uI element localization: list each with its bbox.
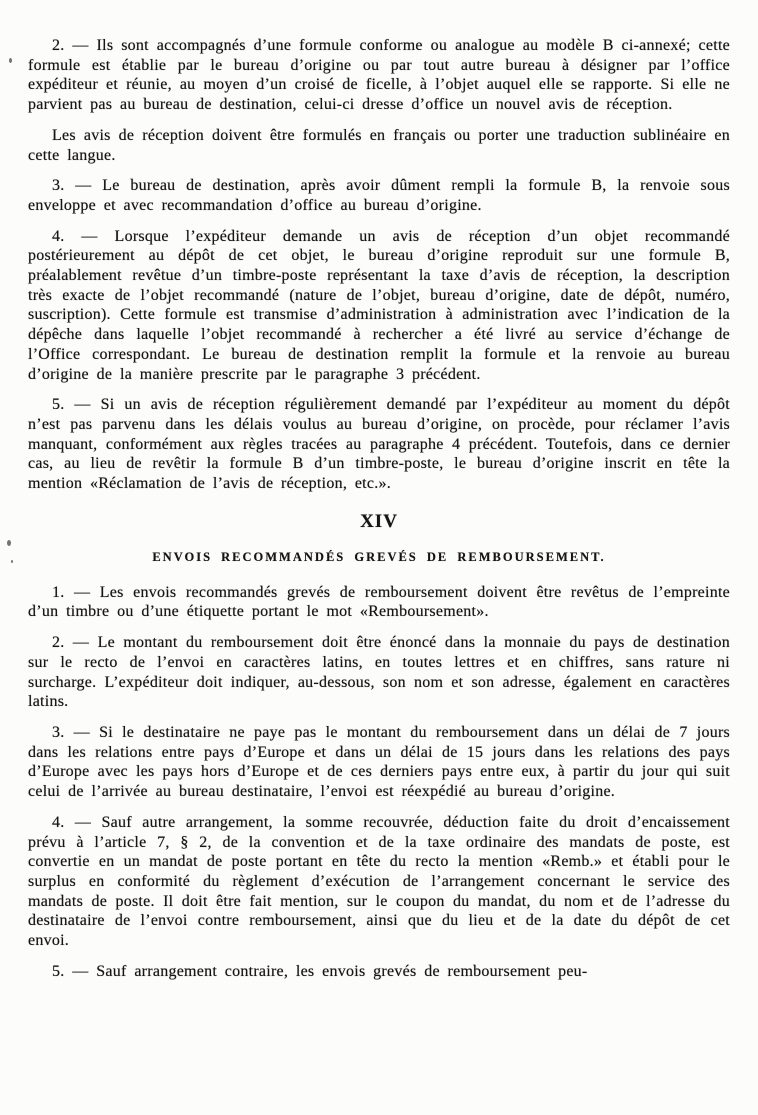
paragraph-remboursement-1: 1. — Les envois recommandés grevés de remboursement doivent être revêtus de l’empreinte d’un timbre ou d’une étiquette portant le mot «Remboursement». bbox=[28, 583, 730, 621]
scan-artifact bbox=[7, 540, 11, 546]
paragraph-remboursement-2: 2. — Le montant du remboursement doit être énoncé dans la monnaie du pays de destination sur le recto de l’envoi en caractères latins, en toutes lettres et en chiffres, sans rature ni surcharge. L’expéditeur doit indiquer, au-dessous, son nom et son adresse, également en caractères latins. bbox=[28, 634, 730, 711]
section-title: ENVOIS RECOMMANDÉS GREVÉS DE REMBOURSEMENT. bbox=[152, 549, 606, 564]
section-number: XIV bbox=[360, 510, 398, 532]
paragraph-remboursement-3: 3. — Si le destinataire ne paye pas le montant du remboursement dans un délai de 7 jours dans les relations entre pays d’Europe et dans un délai de 15 jours dans les relations des pays d’Europe avec les pays hors d’Europe et de ces derniers pays entre eux, à partir du jour qui suit celui de l’arrivée au bureau destinataire, l’envoi est réexpédié au bureau d’origine. bbox=[28, 723, 730, 801]
scan-artifact bbox=[9, 58, 12, 63]
paragraph-avis-5: 5. — Si un avis de réception régulièrement demandé par l’expéditeur au moment du dépôt n’est pas parvenu dans les délais voulus au bureau d’origine, on procède, pour réclamer l’avis manquant, conformément aux règles tracées au paragraphe 4 précédent. Toutefois, dans ce dernier cas, au lieu de revêtir la formule B d’un timbre-poste, le bureau d’origine inscrit en tête la mention «Réclamation de l’avis de réception, etc.». bbox=[28, 396, 730, 493]
text-block bbox=[28, 36, 730, 992]
paragraph-avis-4: 4. — Lorsque l’expéditeur demande un avis de réception d’un objet recommandé postérieurement au dépôt de cet objet, le bureau d’origine reproduit sur une formule B, préalablement revêtue d’un timbre-poste représentant la taxe d’avis de réception, la description très exacte de l’objet recommandé (nature de l’objet, bureau d’origine, date de dépôt, numéro, suscription). Cette formule est transmise d’administration à administration avec l’indication de la dépêche dans laquelle l’objet recommandé à rechercher a été livré au service d’échange de l’Office correspondant. Le bureau de destination remplit la formule et la renvoie au bureau d’origine de la manière prescrite par le paragraphe 3 précédent. bbox=[28, 227, 730, 383]
paragraph-remboursement-4: 4. — Sauf autre arrangement, la somme recouvrée, déduction faite du droit d’encaissement prévu à l’article 7, § 2, de la convention et de la taxe ordinaire des mandats de poste, est convertie en un mandat de poste portant en tête du recto la mention «Remb.» et établi pour le surplus en conformité du règlement d’exécution de l’arrangement concernant le service des mandats de poste. Il doit être fait mention, sur le coupon du mandat, du nom et de l’adresse du destinataire de l’envoi contre remboursement, ainsi que du lieu et de la date du dépôt de cet envoi. bbox=[28, 813, 730, 950]
paragraph-avis-langue: Les avis de réception doivent être formulés en français ou porter une traduction sublinéaire en cette langue. bbox=[28, 126, 730, 164]
paragraph-avis-2: 2. — Ils sont accompagnés d’une formule conforme ou analogue au modèle B ci-annexé; cette formule est établie par le bureau d’origine ou par tout autre bureau à désigner par l’office expéditeur et réunie, au moyen d’un croisé de ficelle, à l’objet auquel elle se rapporte. Si elle ne parvient pas au bureau de destination, celui-ci dresse d’office un nouvel avis de réception. bbox=[28, 37, 730, 114]
scan-artifact bbox=[11, 560, 13, 563]
paragraph-avis-3: 3. — Le bureau de destination, après avoir dûment rempli la formule B, la renvoie sous enveloppe et avec recommandation d’office au bureau d’origine. bbox=[28, 177, 730, 214]
paragraph-remboursement-5-truncated: 5. — Sauf arrangement contraire, les envois grevés de remboursement peu- bbox=[52, 962, 588, 980]
